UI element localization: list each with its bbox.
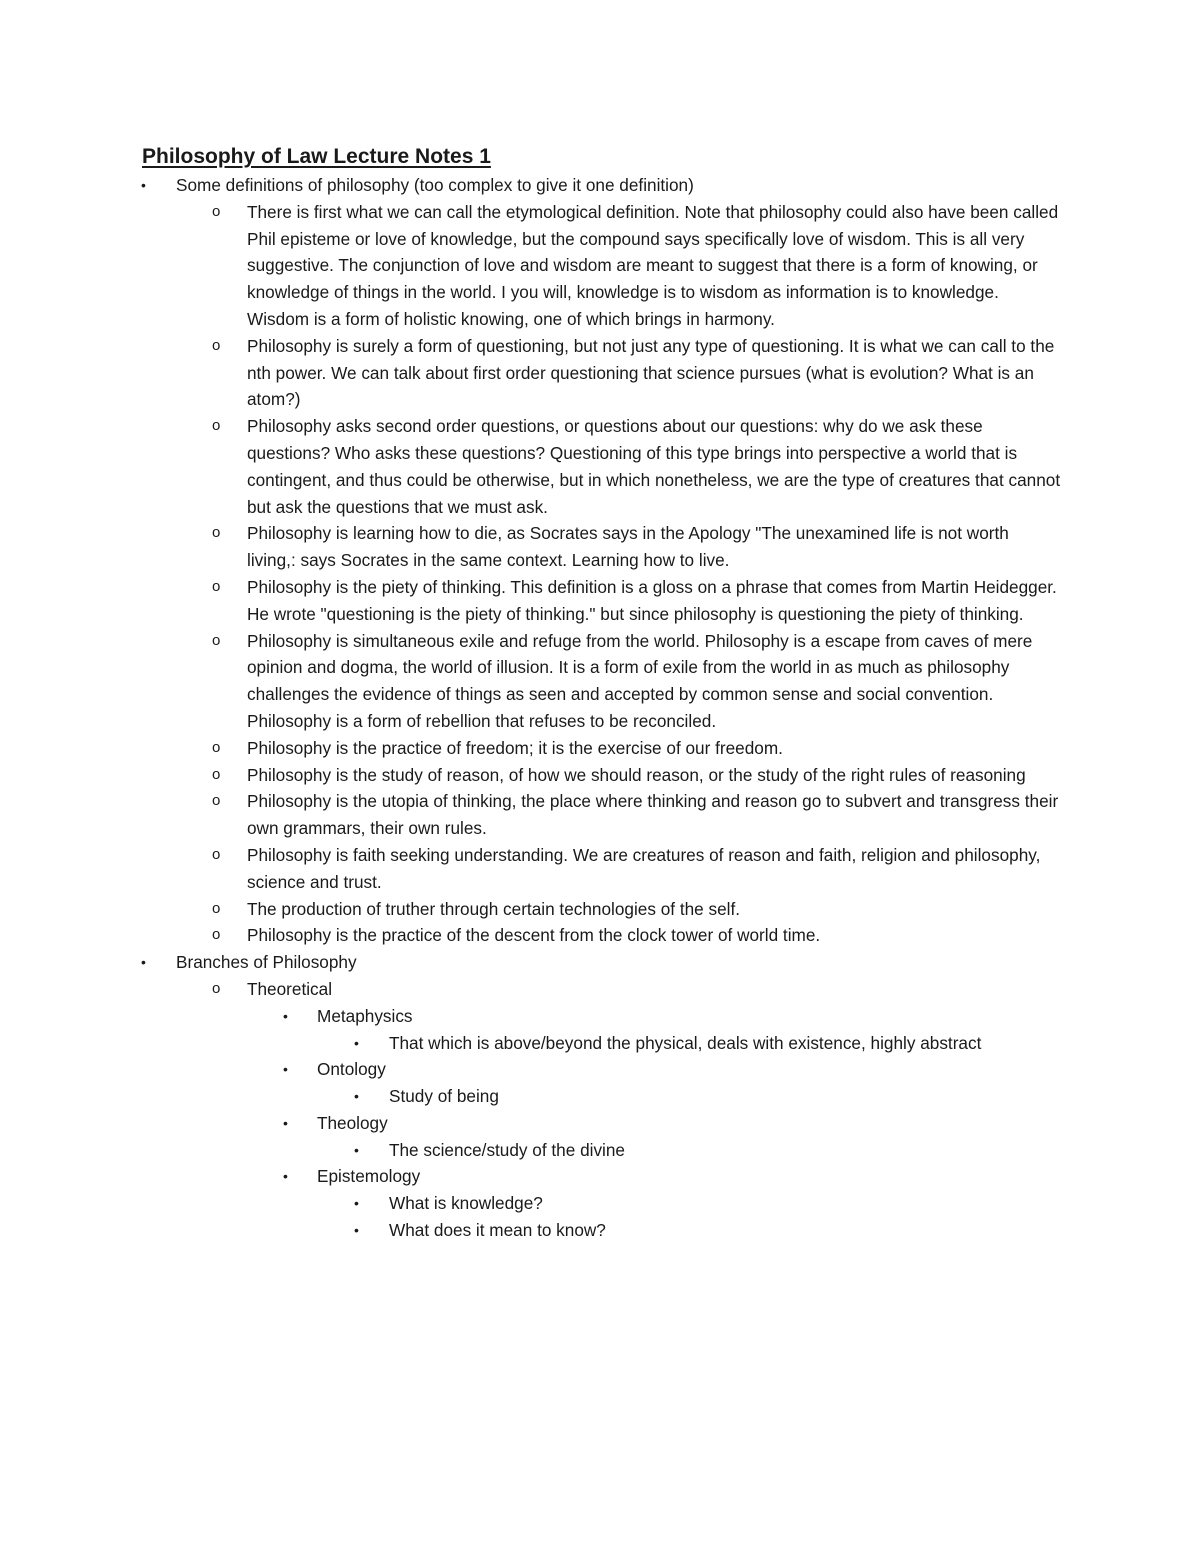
list-item-text: Philosophy is surely a form of questioning, but not just any type of questioning. It is what we can call to the nth power. We can talk about first order questioning that science pursues (what is evolution? What is an atom?) <box>247 335 1055 410</box>
list-item <box>0 1190 1009 1217</box>
list-item-text: Study of being <box>389 1086 499 1107</box>
list-item-text: Philosophy is faith seeking understanding. We are creatures of reason and faith, religion and philosophy, science and trust. <box>247 844 1041 892</box>
list-item <box>0 172 1056 199</box>
list-item <box>0 574 1062 628</box>
open-bullet-icon: o <box>212 845 221 863</box>
list-item <box>0 1137 1009 1164</box>
list-item <box>0 896 1062 923</box>
list-item <box>0 1083 1009 1110</box>
open-bullet-icon: o <box>212 577 221 595</box>
list-item-text: Epistemology <box>317 1166 421 1187</box>
list-item <box>0 735 1062 762</box>
bullet-icon: • <box>354 1088 359 1105</box>
list-item <box>0 842 1062 896</box>
list-item <box>0 199 1062 333</box>
list-item-text: Branches of Philosophy <box>176 952 357 973</box>
list-item <box>0 1056 1017 1083</box>
list-item-text: Some definitions of philosophy (too complex to give it one definition) <box>176 175 694 195</box>
open-bullet-icon: o <box>212 738 221 756</box>
list-item-text: Philosophy is the study of reason, of how we should reason, or the study of the right rules of reasoning <box>247 764 1026 785</box>
list-item <box>0 1030 1009 1057</box>
open-bullet-icon: o <box>212 899 221 917</box>
list-item-text: What does it mean to know? <box>389 1220 606 1241</box>
bullet-icon: • <box>283 1007 288 1024</box>
open-bullet-icon: o <box>212 336 221 354</box>
open-bullet-icon: o <box>212 202 221 220</box>
bullet-icon: • <box>283 1168 288 1185</box>
list-item-text: Philosophy is the piety of thinking. This definition is a gloss on a phrase that comes from Martin Heidegger. He wrote "questioning is the piety of thinking." but since philosophy is questioning the piety of thinking. <box>247 576 1057 624</box>
open-bullet-icon: o <box>212 926 221 944</box>
open-bullet-icon: o <box>212 631 221 649</box>
list-item-text: The production of truther through certain technologies of the self. <box>247 898 741 919</box>
list-item <box>0 1163 1017 1190</box>
list-item <box>0 922 1062 949</box>
list-item-text: Ontology <box>317 1059 386 1080</box>
bullet-icon: • <box>354 1034 359 1051</box>
bullet-icon: • <box>354 1222 359 1239</box>
list-item <box>0 520 1062 574</box>
list-item-text: Philosophy is the utopia of thinking, the place where thinking and reason go to subvert and transgress their own grammars, their own rules. <box>247 791 1059 839</box>
list-item <box>0 628 1062 735</box>
list-item-text: Philosophy is the practice of the descent from the clock tower of world time. <box>247 925 821 946</box>
list-item-text: Philosophy is the practice of freedom; it is the exercise of our freedom. <box>247 737 783 758</box>
list-item-text: The science/study of the divine <box>389 1139 625 1160</box>
list-item-text: What is knowledge? <box>389 1193 543 1214</box>
list-item-text: Philosophy is learning how to die, as Socrates says in the Apology "The unexamined life is not worth living,: says Socrates in the same context. Learning how to live. <box>247 523 1009 571</box>
list-item <box>0 333 1062 413</box>
bullet-icon: • <box>141 954 146 971</box>
open-bullet-icon: o <box>212 979 221 997</box>
bullet-icon: • <box>283 1061 288 1078</box>
list-item-text: That which is above/beyond the physical, deals with existence, highly abstract <box>389 1032 982 1053</box>
bullet-icon: • <box>354 1141 359 1158</box>
list-item-text: There is first what we can call the etymological definition. Note that philosophy could also have been called Phil episteme or love of knowledge, but the compound says specifically love of wisdom. This is all very suggestive. The conjunction of love and wisdom are meant to suggest that there is a form of knowing, or knowledge of things in the world. I you will, knowledge is to wisdom as information is to knowledge. Wisdom is a form of holistic knowing, one of which brings in harmony. <box>247 201 1059 329</box>
list-item <box>0 1110 1017 1137</box>
list-item-text: Theology <box>317 1112 388 1133</box>
bullet-icon: • <box>354 1195 359 1212</box>
list-item <box>0 1003 1017 1030</box>
list-item-text: Philosophy asks second order questions, or questions about our questions: why do we ask these questions? Who asks these questions? Questioning of this type brings into perspective a world that is contingent, and thus could be otherwise, but in which nonetheless, we are the type of creatures that cannot but ask the questions that we must ask. <box>247 416 1061 517</box>
list-item <box>0 413 1062 520</box>
list-item-text: Theoretical <box>247 978 333 999</box>
list-item-text: Philosophy is simultaneous exile and refuge from the world. Philosophy is a escape from caves of mere opinion and dogma, the world of illusion. It is a form of exile from the world in as much as philosophy challenges the evidence of things as seen and accepted by common sense and social convention. Philosophy is a form of rebellion that refuses to be reconciled. <box>247 630 1033 731</box>
list-item <box>0 762 1062 789</box>
page-title: Philosophy of Law Lecture Notes 1 <box>142 145 491 168</box>
list-item <box>0 949 1056 976</box>
bullet-icon: • <box>283 1114 288 1131</box>
open-bullet-icon: o <box>212 417 221 435</box>
open-bullet-icon: o <box>212 524 221 542</box>
list-item-text: Metaphysics <box>317 1005 413 1026</box>
list-item <box>0 1217 1009 1244</box>
open-bullet-icon: o <box>212 792 221 810</box>
list-item <box>0 976 1062 1003</box>
outline-list <box>0 172 1200 1244</box>
bullet-icon: • <box>141 177 146 193</box>
open-bullet-icon: o <box>212 765 221 783</box>
list-item <box>0 788 1062 842</box>
